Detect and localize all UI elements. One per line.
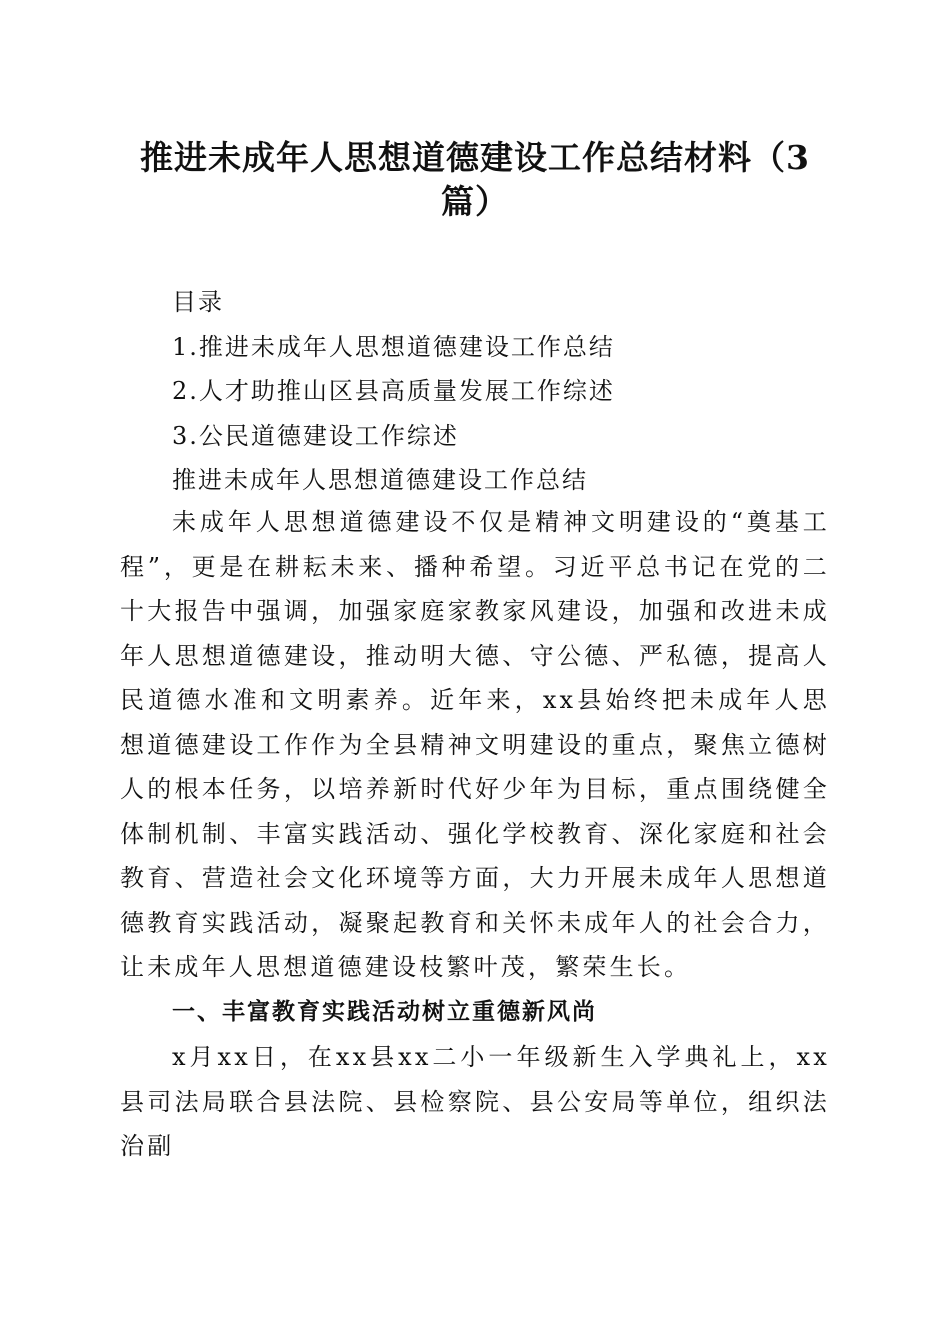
table-of-contents: [172, 280, 832, 503]
article-title: 推进未成年人思想道德建设工作总结: [172, 466, 588, 494]
section-heading: 一、丰富教育实践活动树立重德新风尚: [172, 999, 597, 1025]
section-paragraph: x月xx日，在xx县xx二小一年级新生入学典礼上，xx县司法局联合县法院、县检察院、县公安局等单位，组织法治副: [120, 1043, 830, 1160]
intro-paragraph: 未成年人思想道德建设不仅是精神文明建设的“奠基工程”，更是在耕耘未来、播种希望。习近平总书记在党的二十大报告中强调，加强家庭家教家风建设，加强和改进未成年人思想道德建设，推动明大德、守公德、严私德，提高人民道德水准和文明素养。近年来，xx县始终把未成年人思想道德建设工作作为全县精神文明建设的重点，聚焦立德树人的根本任务，以培养新时代好少年为目标，重点围绕健全体制机制、丰富实践活动、强化学校教育、深化家庭和社会教育、营造社会文化环境等方面，大力开展未成年人思想道德教育实践活动，凝聚起教育和关怀未成年人的社会合力，让未成年人思想道德建设枝繁叶茂，繁荣生长。: [120, 508, 830, 981]
toc-heading: 目录: [172, 288, 224, 316]
document-title: 推进未成年人思想道德建设工作总结材料（3篇）: [140, 138, 810, 221]
toc-item: 2.人才助推山区县高质量发展工作综述: [172, 377, 615, 405]
toc-item: 1.推进未成年人思想道德建设工作总结: [172, 332, 615, 361]
toc-item: 3.公民道德建设工作综述: [172, 421, 459, 450]
